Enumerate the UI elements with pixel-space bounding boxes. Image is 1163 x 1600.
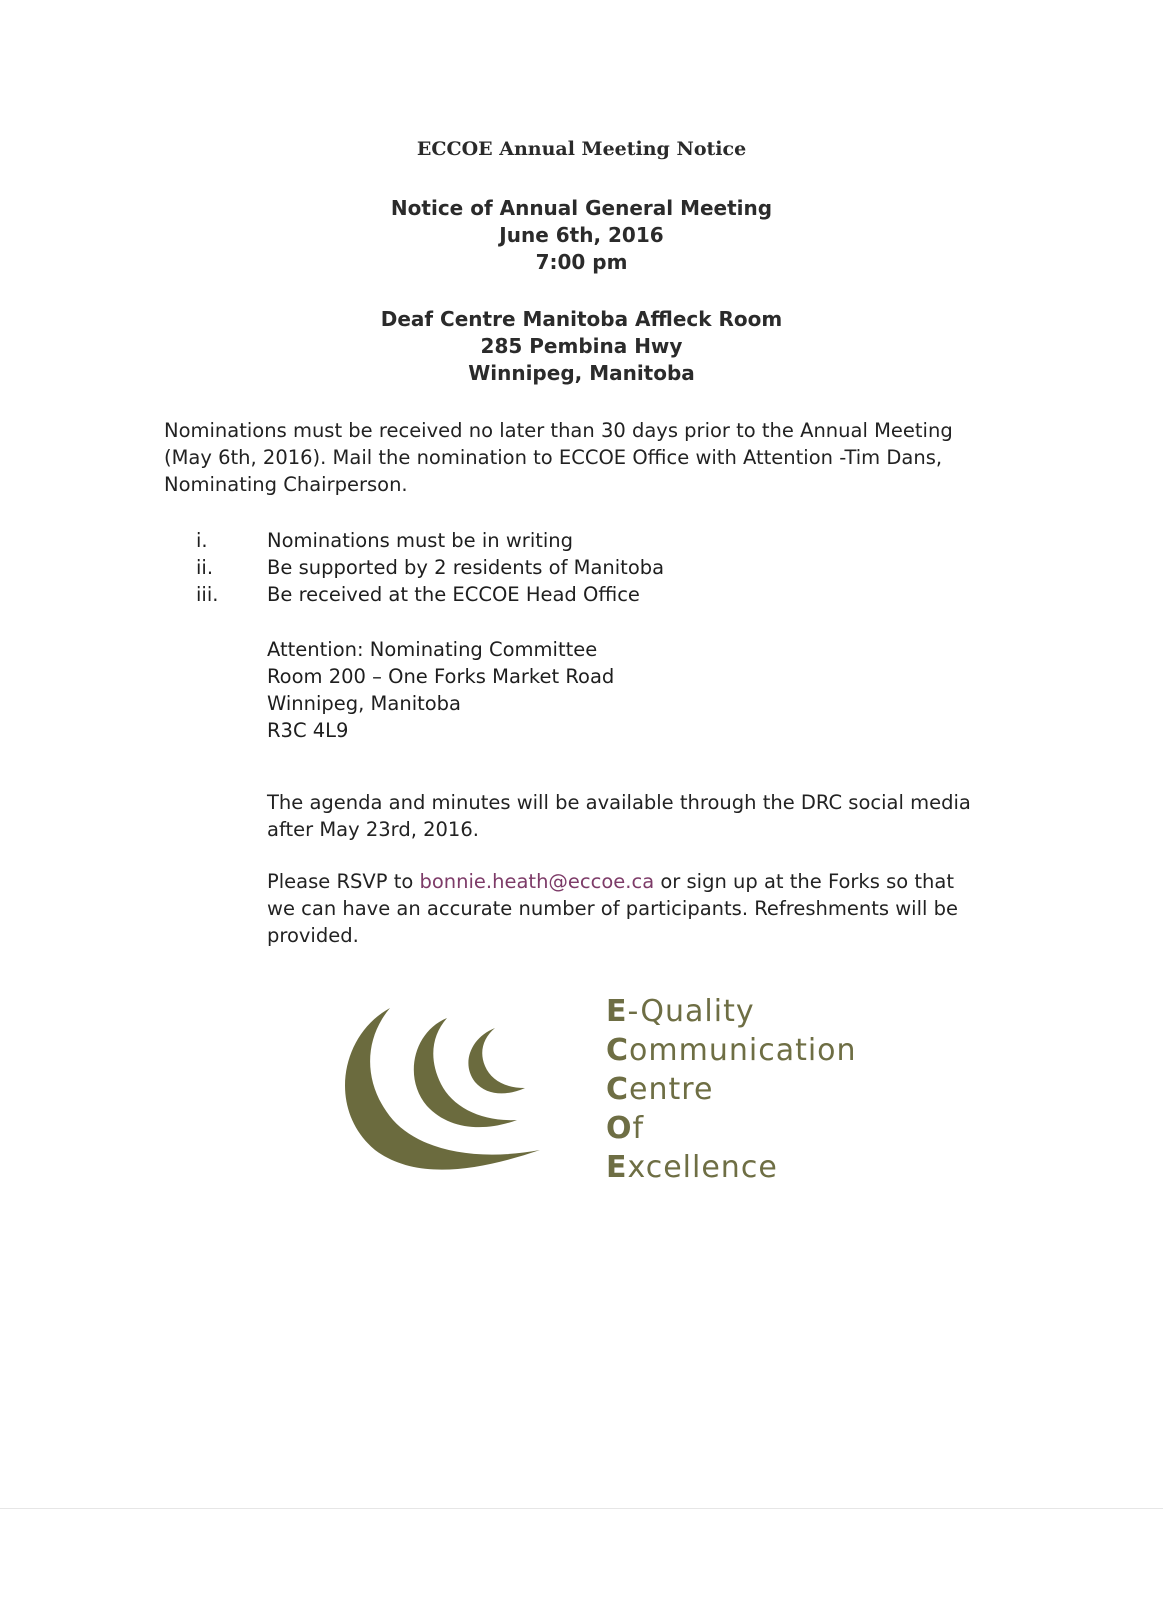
venue-city: Winnipeg, Manitoba	[468, 361, 695, 385]
list-item-number: ii.	[196, 556, 214, 579]
rsvp-text-before: Please RSVP to	[267, 870, 420, 893]
address-attention: Attention: Nominating Committee	[267, 638, 598, 661]
meeting-details	[0, 195, 1163, 276]
list-item	[196, 581, 896, 608]
venue-details	[0, 306, 1163, 387]
logo-initial: O	[606, 1111, 633, 1146]
eccoe-logo-icon	[335, 1000, 550, 1175]
meeting-date: June 6th, 2016	[499, 223, 664, 247]
logo-word: -Quality	[627, 994, 755, 1029]
logo-word: f	[632, 1111, 645, 1146]
list-item-number: i.	[196, 529, 208, 552]
address-room: Room 200 – One Forks Market Road	[267, 665, 615, 688]
list-item	[196, 554, 896, 581]
meeting-time: 7:00 pm	[535, 250, 628, 274]
document-title: ECCOE Annual Meeting Notice	[416, 138, 747, 160]
logo-initial: E	[606, 1150, 628, 1185]
rsvp-email-link[interactable]: bonnie.heath@eccoe.ca	[419, 870, 655, 893]
venue-street: 285 Pembina Hwy	[480, 334, 683, 358]
logo-word: ommunication	[629, 1033, 857, 1068]
address-postal: R3C 4L9	[267, 719, 349, 742]
logo-wordmark	[606, 992, 857, 1187]
page-bottom-edge	[0, 1508, 1163, 1509]
list-item-number: iii.	[196, 583, 219, 606]
list-item-text: Be supported by 2 residents of Manitoba	[267, 556, 665, 579]
address-city: Winnipeg, Manitoba	[267, 692, 462, 715]
logo-word: xcellence	[627, 1150, 778, 1185]
requirements-list	[196, 527, 896, 608]
logo-crescent-small	[468, 1028, 525, 1093]
rsvp-text-after: or sign up at the Forks so that we can have an accurate number of participants. Refreshments will be provided.	[267, 870, 958, 947]
logo-initial: E	[606, 994, 628, 1029]
list-item-text: Nominations must be in writing	[267, 529, 574, 552]
agenda-paragraph: The agenda and minutes will be available through the DRC social media after May 23rd, 2016.	[267, 791, 971, 841]
rsvp-paragraph	[267, 868, 987, 949]
logo-initial: C	[606, 1033, 630, 1068]
logo-crescent-medium	[414, 1018, 517, 1127]
meeting-heading: Notice of Annual General Meeting	[390, 196, 773, 220]
nominations-paragraph: Nominations must be received no later than 30 days prior to the Annual Meeting (May 6th, 2016). Mail the nomination to ECCOE Office with Attention -Tim Dans, Nominating Chairperson.	[164, 419, 953, 496]
list-item-text: Be received at the ECCOE Head Office	[267, 583, 640, 606]
logo-initial: C	[606, 1072, 630, 1107]
mailing-address	[267, 636, 614, 744]
venue-place: Deaf Centre Manitoba Affleck Room	[380, 307, 783, 331]
logo-word: entre	[629, 1072, 714, 1107]
list-item	[196, 527, 896, 554]
